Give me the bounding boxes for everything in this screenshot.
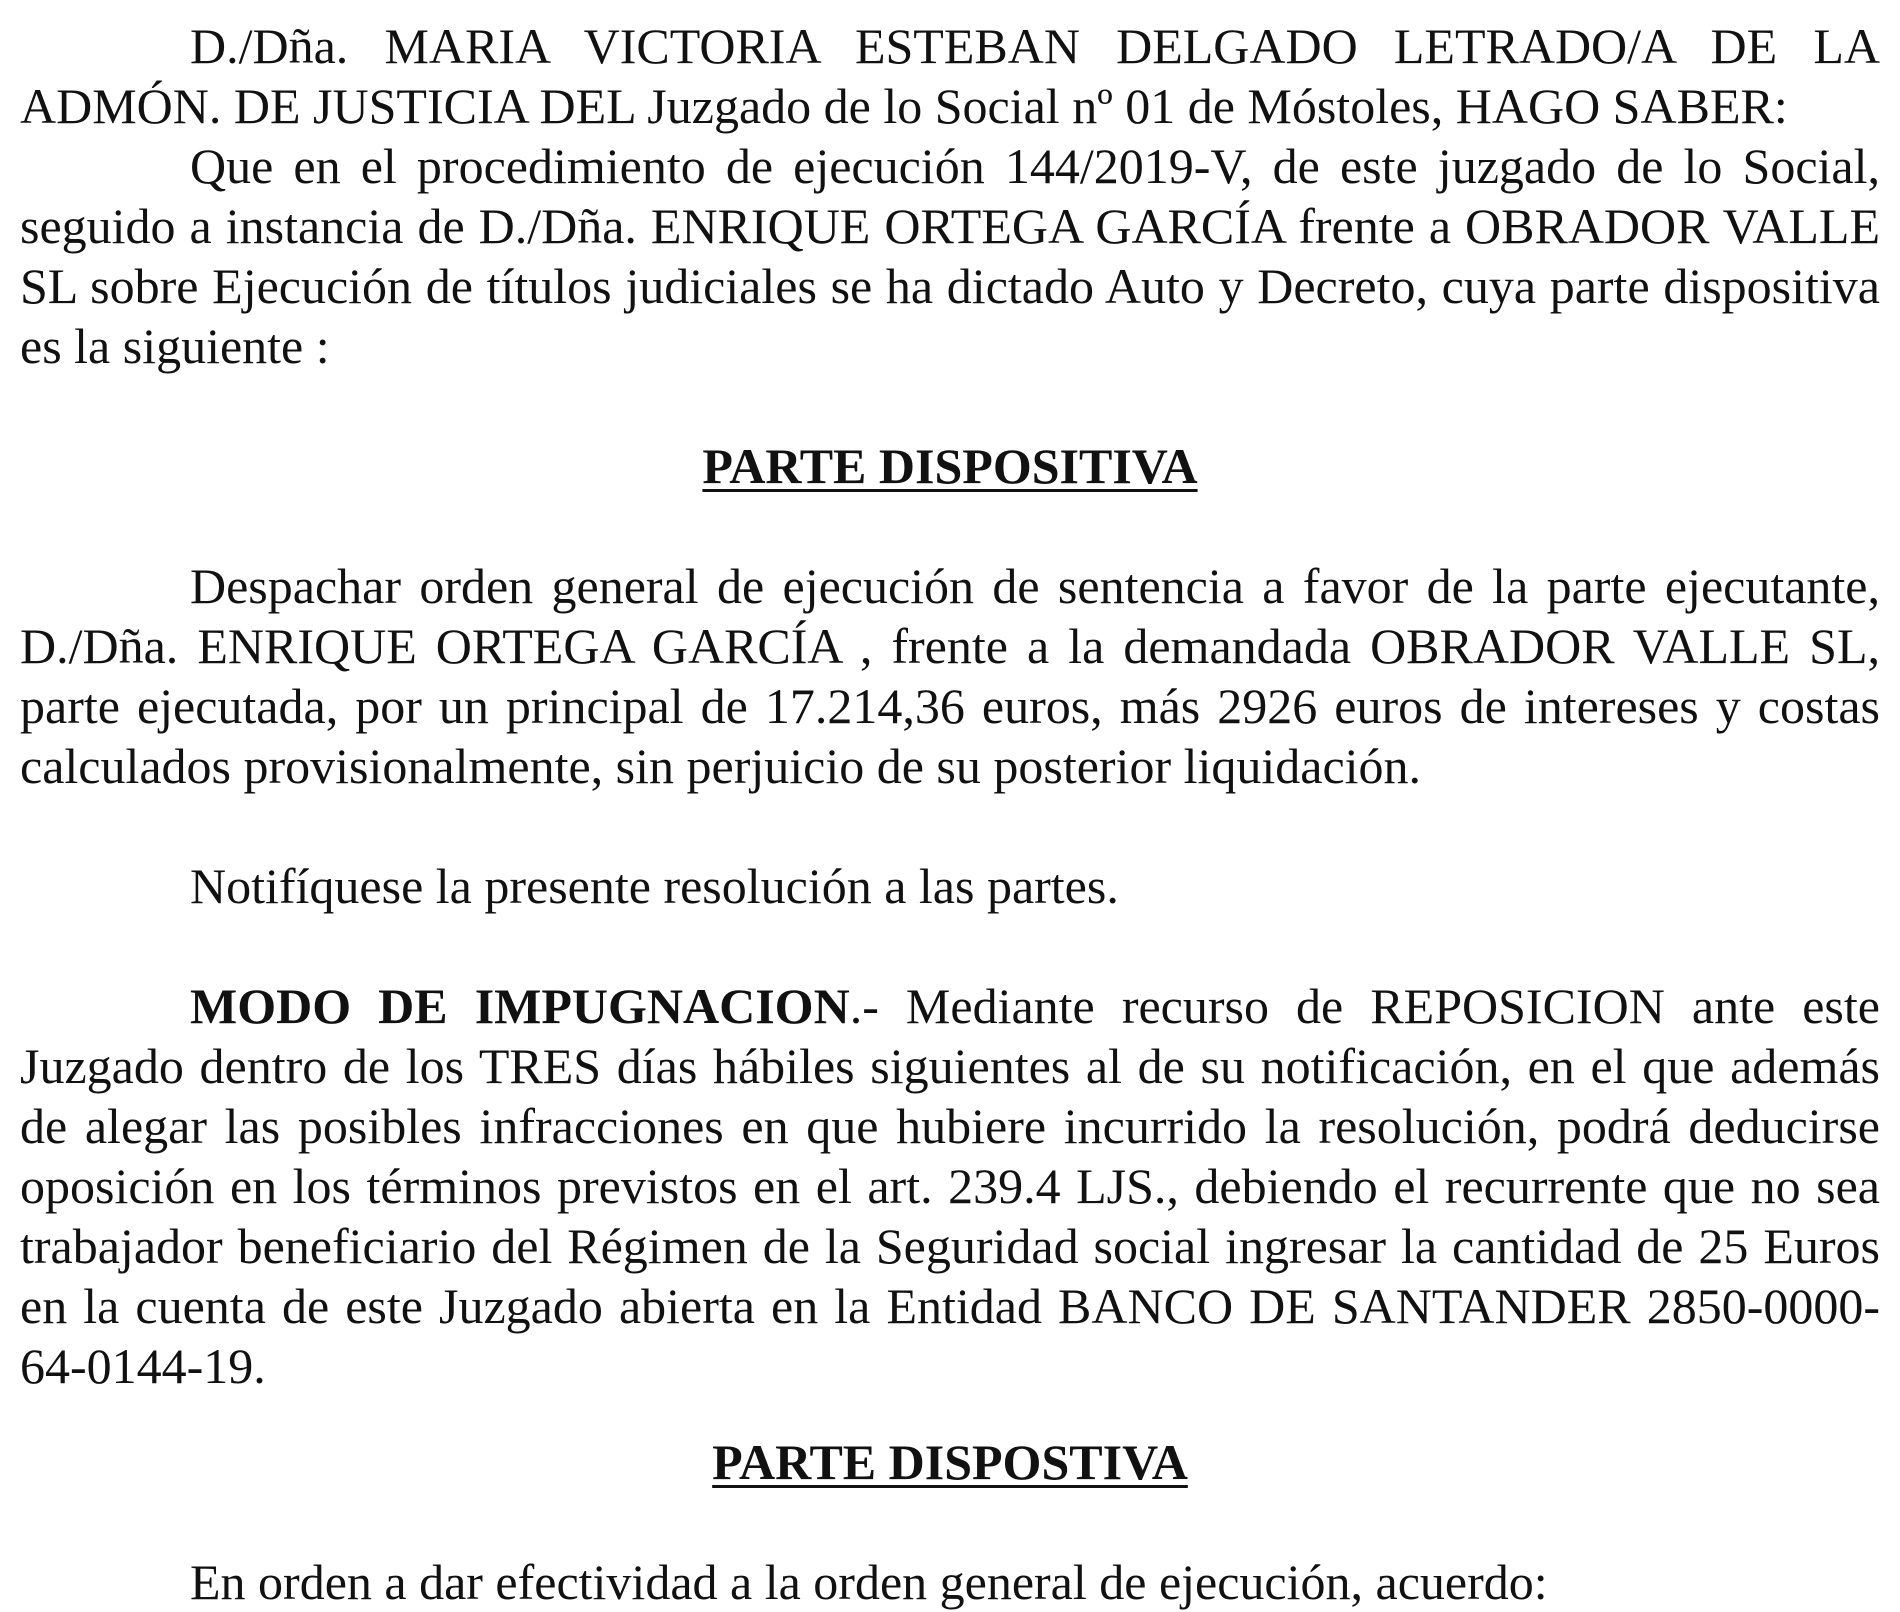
document-page (20, 16, 1880, 1612)
spacer (20, 1396, 1880, 1432)
impugnacion-text: .- Mediante recurso de REPOSICION ante este Juzgado dentro de los TRES días hábiles siguientes al de su notificación, en el que además de alegar las posibles infracciones en que hubiere incurrido la resolución, podrá deducirse oposición en los términos previstos en el art. 239.4 LJS., debiendo el recurrente que no sea trabajador beneficiario del Régimen de la Seguridad social ingresar la cantidad de 25 Euros en la cuenta de este Juzgado abierta en la Entidad BANCO DE SANTANDER 2850-0000-64-0144-19. (20, 978, 1880, 1394)
spacer (20, 916, 1880, 976)
spacer (20, 1492, 1880, 1552)
spacer (20, 376, 1880, 436)
notificacion-paragraph: Notifíquese la presente resolución a las partes. (190, 858, 1119, 914)
procedure-paragraph: Que en el procedimiento de ejecución 144/2019-V, de este juzgado de lo Social, seguido a instancia de D./Dña. ENRIQUE ORTEGA GARCÍA frente a OBRADOR VALLE SL sobre Ejecución de títulos judiciales se ha dictado Auto y Decreto, cuya parte dispositiva es la siguiente : (20, 138, 1880, 374)
impugnacion-label: MODO DE IMPUGNACION (190, 978, 850, 1034)
intro-paragraph: D./Dña. MARIA VICTORIA ESTEBAN DELGADO LETRADO/A DE LA ADMÓN. DE JUSTICIA DEL Juzgado de lo Social nº 01 de Móstoles, HAGO SABER: (20, 18, 1880, 134)
spacer (20, 796, 1880, 856)
acuerdo-paragraph: En orden a dar efectividad a la orden general de ejecución, acuerdo: (190, 1554, 1548, 1610)
ejecucion-paragraph: Despachar orden general de ejecución de sentencia a favor de la parte ejecutante, D./Dña. ENRIQUE ORTEGA GARCÍA , frente a la demandada OBRADOR VALLE SL, parte ejecutada, por un principal de 17.214,36 euros, más 2926 euros de intereses y costas calculados provisionalmente, sin perjuicio de su posterior liquidación. (20, 558, 1880, 794)
impugnacion-paragraph (20, 976, 1880, 1396)
section-heading-parte-dispostiva: PARTE DISPOSTIVA (712, 1434, 1188, 1490)
section-heading-parte-dispositiva: PARTE DISPOSITIVA (702, 438, 1198, 494)
spacer (20, 496, 1880, 556)
